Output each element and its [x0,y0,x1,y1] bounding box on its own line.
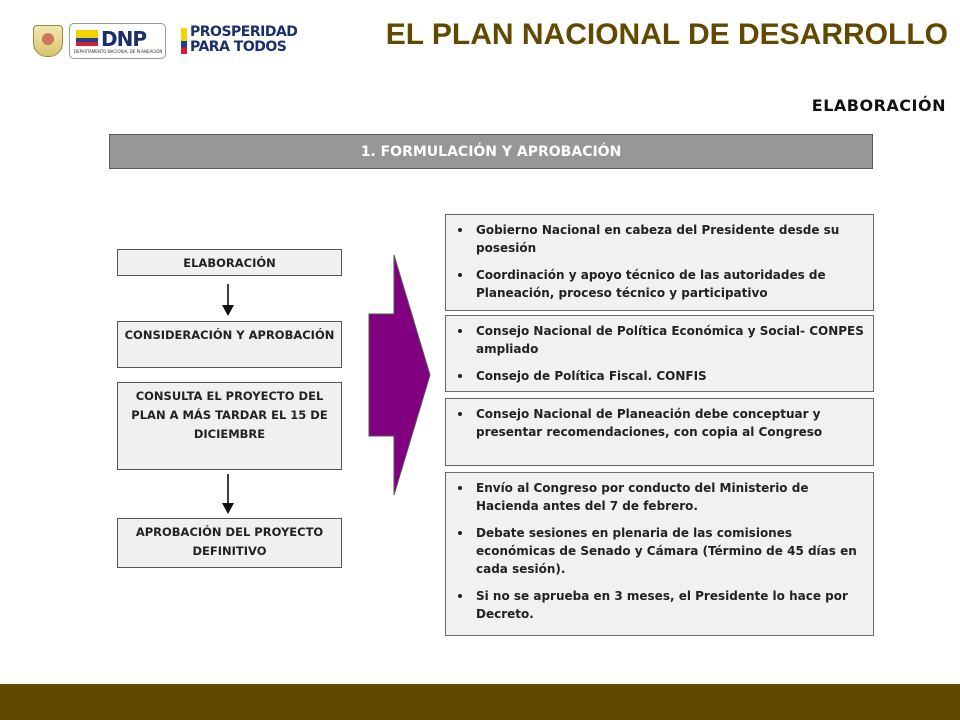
detail-box-elaboracion [445,214,874,311]
big-right-arrow-icon [368,254,432,496]
dnp-logo [69,23,166,59]
detail-box-consulta [445,398,874,466]
prosperidad-logo [190,25,297,55]
arrow-down-icon [220,284,236,316]
detail-list [456,405,865,441]
dnp-logo-text: DNP [101,27,146,51]
detail-item: Si no se aprueba en 3 meses, el Presidente lo hace por Decreto. [456,587,865,623]
step-elaboracion [117,249,342,276]
step-consideracion [117,321,342,368]
dnp-logo-subtitle: DEPARTAMENTO NACIONAL DE PLANEACIÓN [74,49,163,54]
prosperidad-logo-line2: PARA TODOS [190,39,287,55]
step-label: CONSIDERACIÓN Y APROBACIÓN [124,328,335,342]
detail-item: Coordinación y apoyo técnico de las autoridades de Planeación, proceso técnico y participativo [456,266,865,302]
detail-box-aprobacion [445,472,874,636]
detail-item: Gobierno Nacional en cabeza del Presidente desde su posesión [456,221,865,257]
step-label: CONSULTA EL PROYECTO DEL PLAN A MÁS TARDAR EL 15 DE DICIEMBRE [131,389,328,441]
step-aprobacion-definitiva [117,518,342,568]
detail-item: Consejo de Política Fiscal. CONFIS [456,367,865,385]
phase-header: 1. FORMULACIÓN Y APROBACIÓN [109,134,873,169]
detail-box-consideracion [445,315,874,392]
prosperidad-flag-icon [181,28,187,54]
page-title: EL PLAN NACIONAL DE DESARROLLO [385,18,948,51]
section-label: ELABORACIÓN [811,96,946,115]
footer-bar [0,684,960,720]
detail-list [456,221,865,302]
arrow-down-icon [220,474,236,514]
step-label: APROBACIÓN DEL PROYECTO DEFINITIVO [135,525,324,558]
step-label: ELABORACIÓN [183,256,276,270]
detail-item: Consejo Nacional de Planeación debe conceptuar y presentar recomendaciones, con copia al Congreso [456,405,865,441]
detail-item: Debate sesiones en plenaria de las comisiones económicas de Senado y Cámara (Término de 45 días en cada sesión). [456,524,865,578]
detail-list [456,322,865,385]
prosperidad-logo-line1: PROSPERIDAD [190,24,298,40]
detail-item: Consejo Nacional de Política Económica y Social- CONPES ampliado [456,322,865,358]
colombia-coat-of-arms-logo [33,25,63,57]
detail-item: Envío al Congreso por conducto del Ministerio de Hacienda antes del 7 de febrero. [456,479,865,515]
step-consulta [117,382,342,470]
detail-list [456,479,865,623]
colombia-flag-icon [76,30,98,46]
